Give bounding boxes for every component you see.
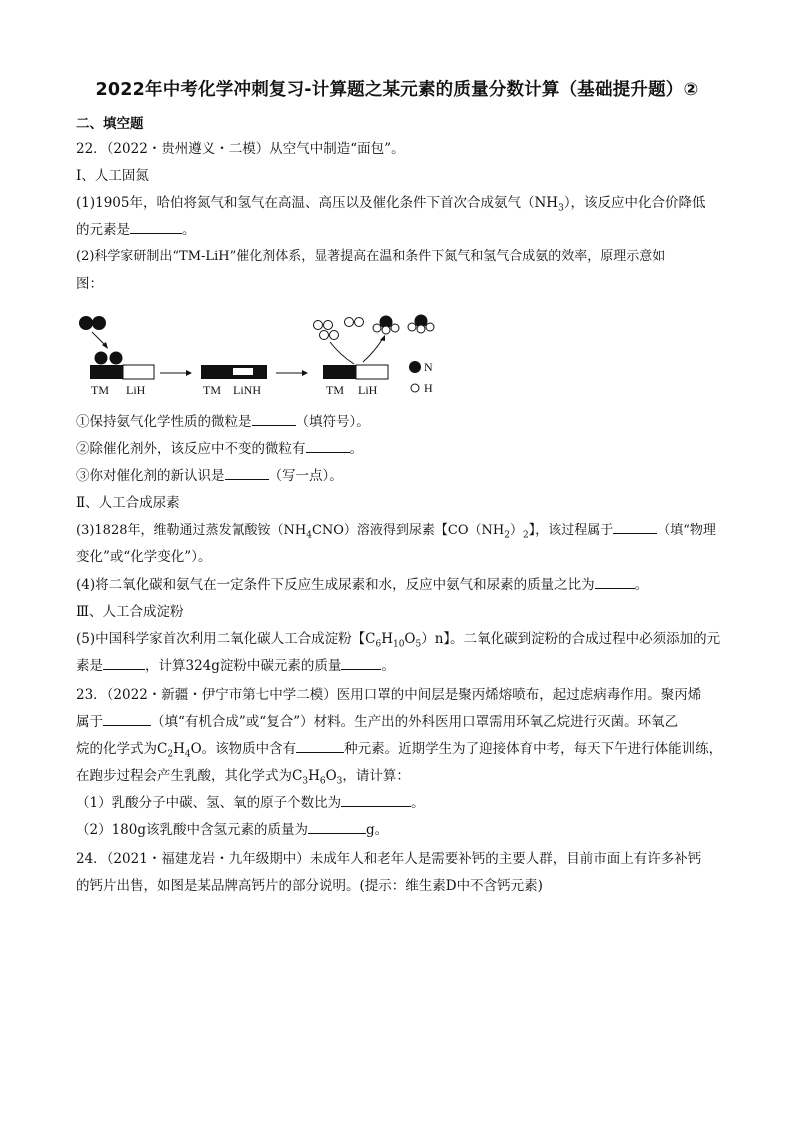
q22-header: 22．（2022・贵州遵义・二模）从空气中制造“面包”。 bbox=[76, 141, 405, 157]
q22-s2: ②除催化剂外，该反应中不变的微粒有 。 bbox=[76, 441, 363, 457]
answer-blank bbox=[296, 740, 344, 753]
q22-part3: Ⅲ、人工合成淀粉 bbox=[76, 604, 184, 620]
tm-block bbox=[323, 365, 356, 379]
q23-line5: （1）乳酸分子中碳、氢、氧的原子个数比为 。 bbox=[76, 795, 425, 811]
q22-s1: ①保持氨气化学性质的微粒是 （填符号）。 bbox=[76, 414, 370, 430]
n-atom-icon bbox=[95, 352, 108, 365]
q22-s3: ③你对催化剂的新认识是 （写一点）。 bbox=[76, 468, 343, 484]
legend-h-label: H bbox=[424, 381, 433, 395]
q22-p5-line2: 素是 ，计算324g淀粉中碳元素的质量 。 bbox=[76, 658, 395, 674]
q22-part2: Ⅱ、人工合成尿素 bbox=[76, 495, 180, 511]
q23-line1: 23．（2022・新疆・伊宁市第七中学二模）医用口罩的中间层是聚丙烯熔喷布，起过虑病毒作用。聚丙烯 bbox=[76, 687, 702, 703]
q22-p2-line2: 图： bbox=[76, 276, 103, 292]
n-atom-icon bbox=[110, 352, 123, 365]
q22-p1-line2: 的元素是 。 bbox=[76, 222, 196, 238]
q22-part1: Ⅰ、人工固氮 bbox=[76, 168, 149, 184]
q23-line2: 属于 （填“有机合成”或“复合”）材料。生产出的外科医用口罩需用环氧乙烷进行灭菌。环氧乙 bbox=[76, 714, 679, 730]
tm-label: TM bbox=[203, 383, 221, 397]
q22-p2-line1: (2)科学家研制出“TM-LiH”催化剂体系，显著提高在温和条件下氮气和氢气合成氨的效率，原理示意如 bbox=[76, 249, 666, 264]
tm-label: TM bbox=[91, 383, 109, 397]
q22-p1-line1: (1)1905年，哈伯将氮气和氢气在高温、高压以及催化条件下首次合成氨气$(NH_3)$，该反应中化合价降低 bbox=[76, 195, 706, 214]
answer-blank bbox=[103, 713, 151, 726]
tm-block bbox=[90, 365, 123, 379]
arrow-icon bbox=[330, 342, 354, 364]
page-title: 2022年中考化学冲刺复习-计算题之某元素的质量分数计算（基础提升题）② bbox=[95, 80, 699, 100]
q23-line4: 在跑步过程会产生乳酸，其化学式为$C_3H_6O_3$，请计算： bbox=[76, 768, 410, 787]
q24-line1: 24．（2021・福建龙岩・九年级期中）未成年人和老年人是需要补钙的主要人群，目前市面上有许多补钙 bbox=[76, 851, 702, 867]
lih-block bbox=[356, 365, 388, 379]
answer-blank bbox=[103, 657, 145, 670]
legend-n-label: N bbox=[424, 360, 433, 374]
answer-blank bbox=[252, 413, 296, 426]
lih-label: LiH bbox=[358, 383, 378, 397]
arrow-icon bbox=[363, 338, 383, 362]
q22-p3-line1: (3)1828年，维勒通过蒸发氰酸铵$(NH_4CNO)$溶液得到尿素【$CO(NH_2)_2$】，该过程属于 （填“物理 bbox=[76, 523, 716, 541]
answer-blank bbox=[308, 821, 366, 834]
q22-p4: (4)将二氧化碳和氨气在一定条件下反应生成尿素和水，反应中氨气和尿素的质量之比为 。 bbox=[76, 577, 649, 593]
q24-line2: 的钙片出售，如图是某品牌高钙片的部分说明。(提示：维生素D中不含钙元素) bbox=[76, 878, 543, 894]
n-atom-icon bbox=[79, 316, 93, 330]
legend-n-icon bbox=[409, 361, 421, 373]
lih-label: LiH bbox=[126, 383, 146, 397]
legend-h-icon bbox=[411, 384, 419, 392]
answer-blank bbox=[341, 657, 381, 670]
linh-label: LiNH bbox=[233, 383, 261, 397]
q23-line6: （2）180g该乳酸中含氢元素的质量为 g。 bbox=[76, 822, 389, 838]
answer-blank bbox=[341, 794, 411, 807]
answer-blank bbox=[130, 221, 182, 234]
answer-blank bbox=[306, 440, 350, 453]
catalyst-diagram bbox=[78, 310, 458, 400]
answer-blank bbox=[613, 521, 657, 534]
answer-blank bbox=[225, 467, 269, 480]
tm-label: TM bbox=[326, 383, 344, 397]
q22-p5-line1: (5)中国科学家首次利用二氧化碳人工合成淀粉【$C_6H_{10}O_5)n$】。二氧化碳到淀粉的合成过程中必须添加的元 bbox=[76, 631, 721, 650]
q22-p3-line2: 变化”或“化学变化”）。 bbox=[76, 549, 212, 565]
section-heading: 二、填空题 bbox=[76, 116, 144, 132]
lih-block bbox=[123, 365, 154, 379]
n-atom-icon bbox=[92, 316, 106, 330]
q23-line3: 烷的化学式为$C_2H_4O$。该物质中含有 种元素。近期学生为了迎接体育中考，每天下午进行体能训练， bbox=[76, 741, 723, 760]
answer-blank bbox=[595, 576, 635, 589]
